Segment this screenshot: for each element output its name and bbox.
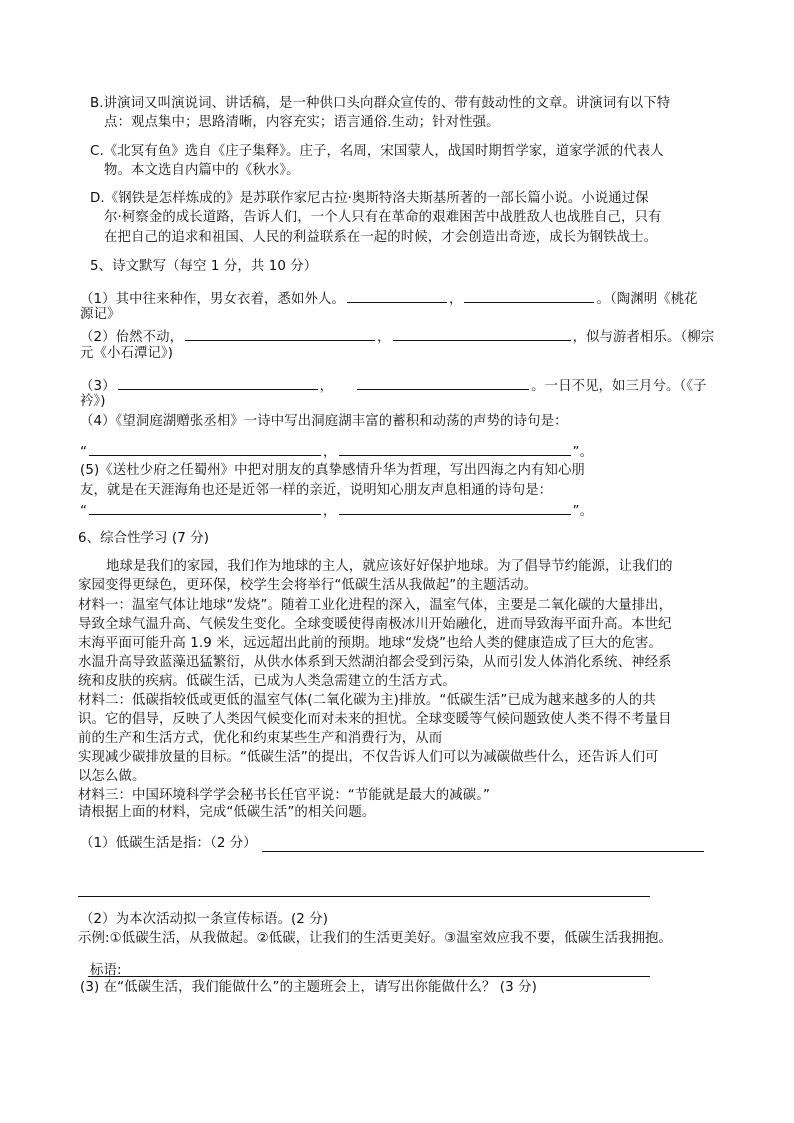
answer-blank[interactable]	[89, 441, 321, 456]
recite-2-source: ，似与游者相乐。（柳宗	[572, 330, 715, 345]
option-c-line-2: 物。本文选自内篇中的《秋水》。	[104, 163, 300, 178]
comma: ，	[319, 379, 334, 394]
open-quote: “	[80, 445, 88, 460]
answer-blank[interactable]	[89, 500, 321, 515]
slogan-answer-line[interactable]	[88, 976, 650, 977]
close-quote: ”。	[572, 445, 594, 460]
open-quote: “	[80, 504, 88, 519]
recite-5-prompt-1: (5)《送杜少府之任蜀州》中把对朋友的真挚感情升华为哲理，写出四海之内有知心朋	[80, 463, 585, 478]
material-3-line: 材料三：中国环境科学学会秘书长任官平说：“节能就是最大的减碳。”	[78, 788, 491, 803]
recite-2-source-cont: 元《小石潭记》)	[80, 346, 174, 361]
recite-1-line	[80, 288, 698, 309]
option-b-line-2: 点：观点集中；思路清晰，内容充实；语言通俗.生动；针对性强。	[104, 115, 500, 130]
answer-line[interactable]	[262, 851, 704, 852]
material-2-line-3: 前的生产和生活方式，优化和约束某些生产和消费行为，从而	[78, 731, 443, 746]
comma: ，	[323, 445, 337, 460]
recite-1-source-cont: 源记》	[80, 307, 121, 322]
intro-line-2: 家园变得更绿色，更环保，校学生会将举行“低碳生活从我做起”的主题活动。	[78, 578, 538, 593]
material-1-line-1: 材料一：温室气体让地球“发烧”。随着工业化进程的深入，温室气体，主要是二氧化碳的大量排出，	[78, 598, 673, 613]
section-6-title: 6、综合性学习 (7 分)	[78, 531, 210, 546]
material-2-line-5: 以怎么做。	[78, 769, 146, 784]
recite-3-source-cont: 衿》)	[80, 394, 106, 409]
recite-5-answer-line	[80, 500, 593, 521]
instruction-line: 请根据上面的材料，完成“低碳生活”的相关问题。	[78, 805, 376, 820]
comma: ，	[323, 504, 337, 519]
section-5-title: 5、诗文默写（每空 1 分，共 10 分）	[90, 259, 318, 274]
material-1-line-3: 末海平面可能升高 1.9 米，远远超出此前的预期。地球“发烧”也给人类的健康造成了巨大的危害。	[78, 636, 663, 651]
comma: ，	[448, 292, 463, 307]
answer-blank[interactable]	[339, 500, 571, 515]
material-2-line-1: 材料二：低碳指较低或更低的温室气体(二氧化碳为主)排放。“低碳生活”已成为越来越多的人的共	[78, 693, 656, 708]
question-6-3: (3) 在“低碳生活，我们能做什么”的主题班会上，请写出你能做什么？ (3 分)	[80, 980, 537, 995]
recite-4-answer-line	[80, 441, 593, 462]
comma: ，	[377, 330, 391, 345]
material-2-line-4: 实现减少碳排放量的目标。“低碳生活”的提出，不仅告诉人们可以为减碳做些什么，还告诉人们可	[78, 750, 659, 765]
answer-blank[interactable]	[118, 375, 318, 390]
answer-blank[interactable]	[357, 375, 529, 390]
material-1-line-4: 水温升高导致蓝藻迅猛繁衍，从供水体系到天然湖泊都会受到污染，从而引发人体消化系统、神经系	[78, 655, 672, 670]
intro-line-1: 地球是我们的家园，我们作为地球的主人，就应该好好保护地球。为了倡导节约能源，让我们的	[106, 559, 673, 574]
option-b-line-1: B.讲演词又叫演说词、讲话稿，是一种供口头向群众宣传的、带有鼓动性的文章。讲演词有以下特	[90, 96, 671, 111]
recite-5-prompt-2: 友，就是在天涯海角也还是近邻一样的亲近，说明知心朋友声息相通的诗句是：	[80, 483, 553, 498]
recite-1-prompt: （1）其中往来种作，男女衣着，悉如外人。	[80, 292, 345, 307]
answer-blank[interactable]	[393, 326, 571, 341]
material-2-line-2: 识。它的倡导，反映了人类因气候变化而对未来的担忧。全球变暖等气候问题致使人类不得不考量目	[78, 712, 672, 727]
recite-1-source: 。（陶渊明《桃花	[596, 292, 698, 307]
material-1-line-2: 导致全球气温升高、气候发生变化。全球变暖使得南极冰川开始融化，进而导致海平面升高。本世纪	[78, 617, 672, 632]
option-d-line-2: 尔·柯察金的成长道路，告诉人们，一个人只有在革命的艰难困苦中战胜敌人也战胜自己，只有	[104, 210, 662, 225]
recite-2-line	[80, 326, 714, 347]
recite-2-prompt: （2）佁然不动，	[80, 330, 184, 345]
answer-blank[interactable]	[464, 288, 594, 303]
slogan-label: 标语:	[90, 963, 122, 978]
close-quote: ”。	[572, 504, 594, 519]
option-d-line-3: 在把自己的追求和祖国、人民的利益联系在一起的时候，才会创造出奇迹，成长为钢铁战士。	[104, 230, 658, 245]
recite-3-line	[80, 375, 707, 396]
example-slogans: 示例:①低碳生活，从我做起。②低碳，让我们的生活更美好。③温室效应我不要，低碳生活我拥抱。	[78, 931, 673, 946]
answer-blank[interactable]	[339, 441, 571, 456]
answer-line[interactable]	[78, 896, 650, 897]
recite-3-source: 。一日不见，如三月兮。（《子	[531, 379, 707, 394]
question-6-1: （1）低碳生活是指：（2 分）	[80, 836, 257, 851]
answer-blank[interactable]	[185, 326, 375, 341]
option-c-line-1: C.《北冥有鱼》选自《庄子集释》。庄子，名周，宋国蒙人，战国时期哲学家，道家学派的代表人	[90, 144, 664, 159]
option-d-line-1: D.《钢铁是怎样炼成的》是苏联作家尼古拉·奥斯特洛夫斯基所著的一部长篇小说。小说通过保	[90, 191, 649, 206]
question-6-2: （2）为本次活动拟一条宣传标语。(2 分)	[80, 912, 329, 927]
material-1-line-5: 统和皮肤的疾病。低碳生活，已成为人类急需建立的生活方式。	[78, 674, 456, 689]
answer-blank[interactable]	[347, 288, 447, 303]
recite-4-prompt: （4）《望洞庭湖赠张丞相》一诗中写出洞庭湖丰富的蓄积和动荡的声势的诗句是：	[80, 414, 568, 429]
recite-3-prompt: （3）	[80, 379, 116, 394]
